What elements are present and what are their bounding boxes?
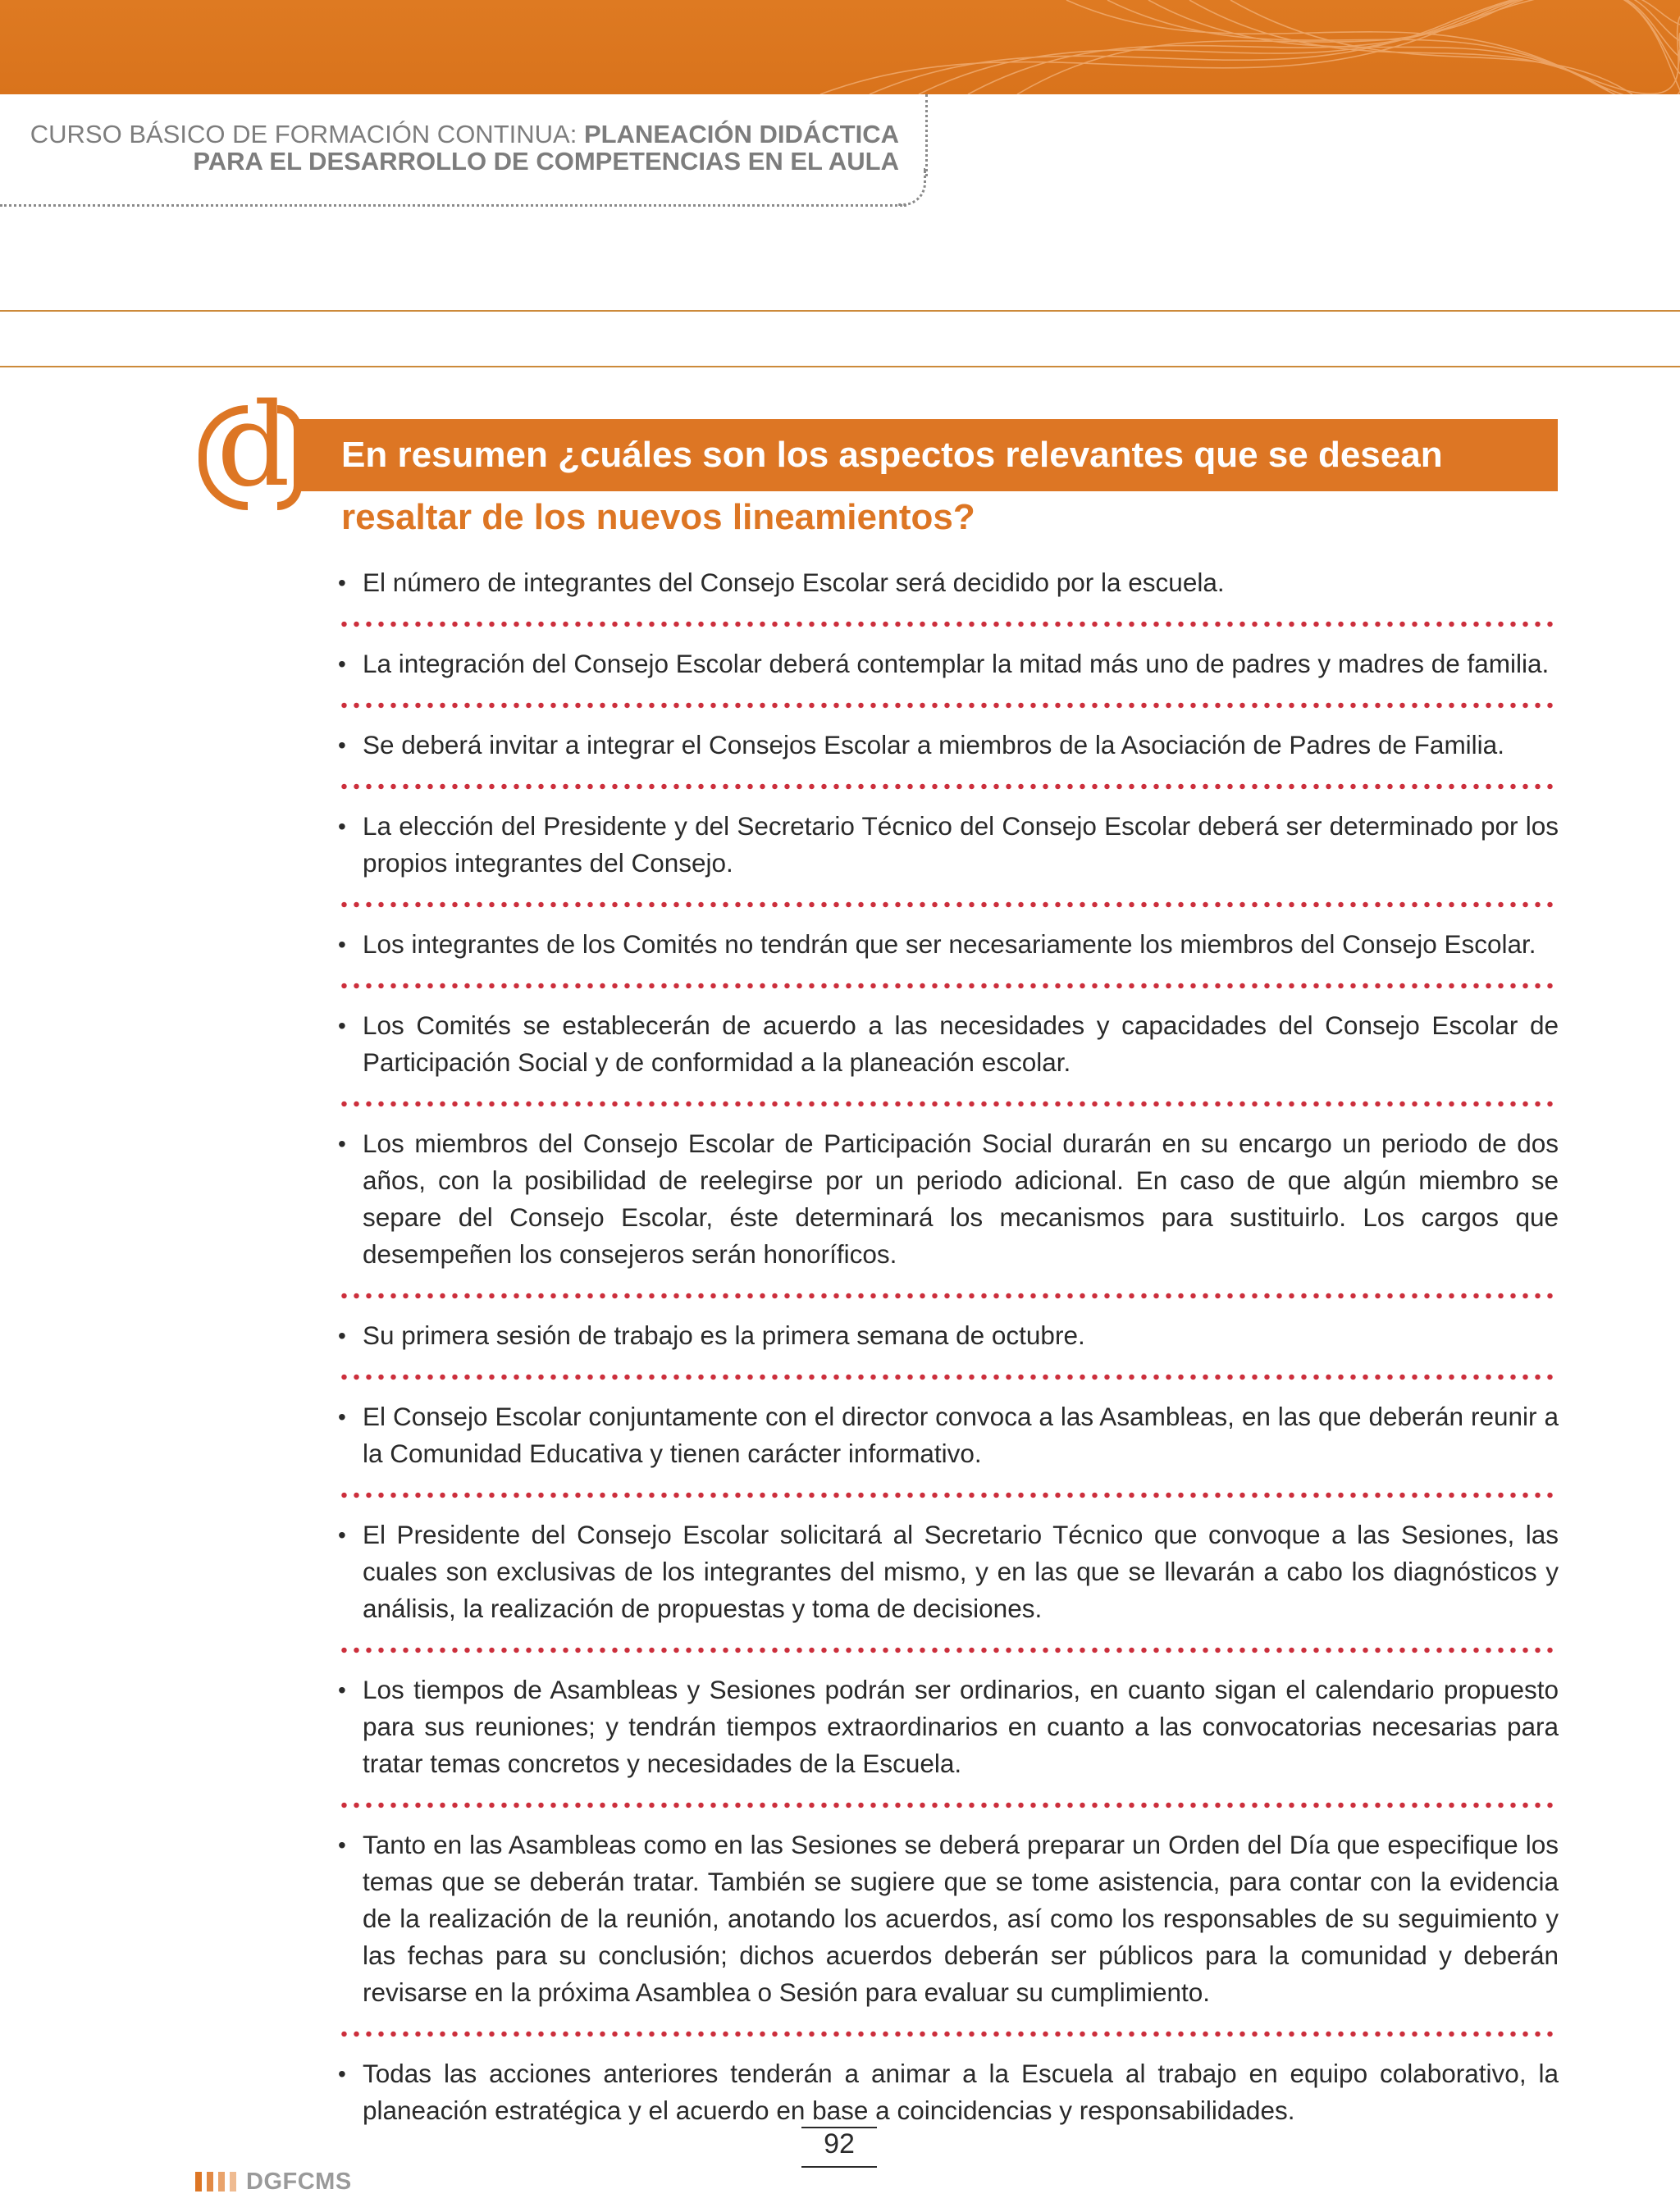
course-title [30, 121, 899, 175]
list-item [338, 1827, 1559, 2011]
section-heading-line2: resaltar de los nuevos lineamientos? [341, 497, 975, 537]
dotted-separator [338, 2031, 1559, 2037]
logo-bar-icon [207, 2172, 213, 2191]
list-item [338, 1317, 1559, 1354]
summary-list [338, 564, 1559, 2129]
footer-logo [195, 2169, 352, 2194]
dotted-separator [338, 901, 1559, 908]
list-item [338, 926, 1559, 963]
list-item [338, 808, 1559, 882]
list-item [338, 2055, 1559, 2129]
divider-line-top [0, 310, 1680, 312]
list-item-text: La elección del Presidente y del Secretario Técnico del Consejo Escolar deberá ser determinado por los propios integrantes del Consejo. [363, 811, 1559, 878]
list-item-text: Tanto en las Asambleas como en las Sesiones se deberá preparar un Orden del Día que especifique los temas que se deberán tratar. También se sugiere que se tome asistencia, para contar con la evidencia de la realización de la reunión, anotando los acuerdos, así como los responsables de su seguimiento y las fechas para su conclusión; dichos acuerdos deberán ser públicos para la comunidad y deberán revisarse en la próxima Asamblea o Sesión para evaluar su cumplimiento. [363, 1830, 1559, 2007]
list-item-text: Se deberá invitar a integrar el Consejos Escolar a miembros de la Asociación de Padres de Familia. [363, 730, 1504, 759]
bullet-icon: • [338, 932, 346, 957]
list-item [338, 1398, 1559, 1472]
list-item [338, 645, 1559, 682]
bullet-icon: • [338, 2061, 346, 2087]
logo-bar-icon [230, 2172, 236, 2191]
list-item-text: La integración del Consejo Escolar deberá contemplar la mitad más uno de padres y madres de familia. [363, 649, 1550, 678]
dotted-separator [338, 783, 1559, 790]
list-item [338, 1007, 1559, 1081]
list-item-text: Los integrantes de los Comités no tendrán que ser necesariamente los miembros del Consejo Escolar. [363, 929, 1536, 959]
bullet-icon: • [338, 732, 346, 758]
list-item-text: Los miembros del Consejo Escolar de Participación Social durarán en su encargo un periodo de dos años, con la posibilidad de reelegirse por un periodo adicional. En caso de que algún miembro se separe del Consejo Escolar, éste determinará los mecanismos para sustituirlo. Los cargos que desempeñen los consejeros serán honoríficos. [363, 1129, 1559, 1269]
dotted-separator [338, 1802, 1559, 1808]
bullet-icon: • [338, 570, 346, 595]
logo-bar-icon [195, 2172, 202, 2191]
list-item-text: Los Comités se establecerán de acuerdo a las necesidades y capacidades del Consejo Escolar de Participación Social y de conformidad a la planeación escolar. [363, 1010, 1559, 1077]
list-item [338, 1516, 1559, 1627]
banner-wave-decoration [0, 0, 1680, 94]
course-title-line1: PLANEACIÓN DIDÁCTICA [583, 120, 899, 148]
dotted-separator [338, 1101, 1559, 1107]
list-item [338, 564, 1559, 601]
section-heading-line1: En resumen ¿cuáles son los aspectos relevantes que se desean [341, 435, 1443, 475]
dotted-separator [338, 1647, 1559, 1653]
dotted-separator [338, 702, 1559, 709]
course-prefix: CURSO BÁSICO DE FORMACIÓN CONTINUA: [30, 120, 584, 148]
logo-bar-icon [218, 2172, 225, 2191]
dotted-separator [338, 983, 1559, 989]
top-banner [0, 0, 1680, 94]
page-number: 92 [824, 2128, 855, 2160]
list-item-text: El número de integrantes del Consejo Escolar será decidido por la escuela. [363, 568, 1225, 597]
list-item-text: El Consejo Escolar conjuntamente con el director convoca a las Asambleas, en las que deberán reunir a la Comunidad Educativa y tienen carácter informativo. [363, 1402, 1559, 1468]
bullet-icon: • [338, 651, 346, 677]
bullet-icon: • [338, 1131, 346, 1156]
list-item-text: Los tiempos de Asambleas y Sesiones podrán ser ordinarios, en cuanto sigan el calendario propuesto para sus reuniones; y tendrán tiempos extraordinarios en cuanto a las convocatorias necesarias para tratar temas concretos y necesidades de la Escuela. [363, 1675, 1559, 1778]
list-item [338, 1125, 1559, 1273]
list-item-text: Todas las acciones anteriores tenderán a animar a la Escuela al trabajo en equipo colaborativo, la planeación estratégica y el acuerdo en base a coincidencias y responsabilidades. [363, 2059, 1559, 2125]
bullet-icon: • [338, 1013, 346, 1038]
dotted-separator [338, 1374, 1559, 1380]
dotted-separator [338, 1293, 1559, 1299]
dotted-separator [338, 1492, 1559, 1498]
bullet-icon: • [338, 1522, 346, 1548]
dotted-separator [338, 621, 1559, 627]
divider-line-bottom [0, 366, 1680, 367]
bullet-icon: • [338, 1323, 346, 1348]
bullet-icon: • [338, 1677, 346, 1703]
list-item [338, 727, 1559, 764]
list-item-text: El Presidente del Consejo Escolar solicitará al Secretario Técnico que convoque a las Sesiones, las cuales son exclusivas de los integrantes del mismo, y en las que se llevarán a cabo los diagnósticos y análisis, la realización de propuestas y toma de decisiones. [363, 1520, 1559, 1623]
list-item [338, 1672, 1559, 1782]
bullet-icon: • [338, 1832, 346, 1858]
bullet-icon: • [338, 814, 346, 839]
footer-organization: DGFCMS [246, 2168, 352, 2195]
list-item-text: Su primera sesión de trabajo es la primera semana de octubre. [363, 1320, 1085, 1350]
bullet-icon: • [338, 1404, 346, 1430]
page-number-rule-bottom [801, 2166, 877, 2168]
section-letter-badge [199, 379, 300, 515]
section-letter: d [217, 379, 290, 513]
course-title-line2: PARA EL DESARROLLO DE COMPETENCIAS EN EL AULA [193, 147, 899, 176]
